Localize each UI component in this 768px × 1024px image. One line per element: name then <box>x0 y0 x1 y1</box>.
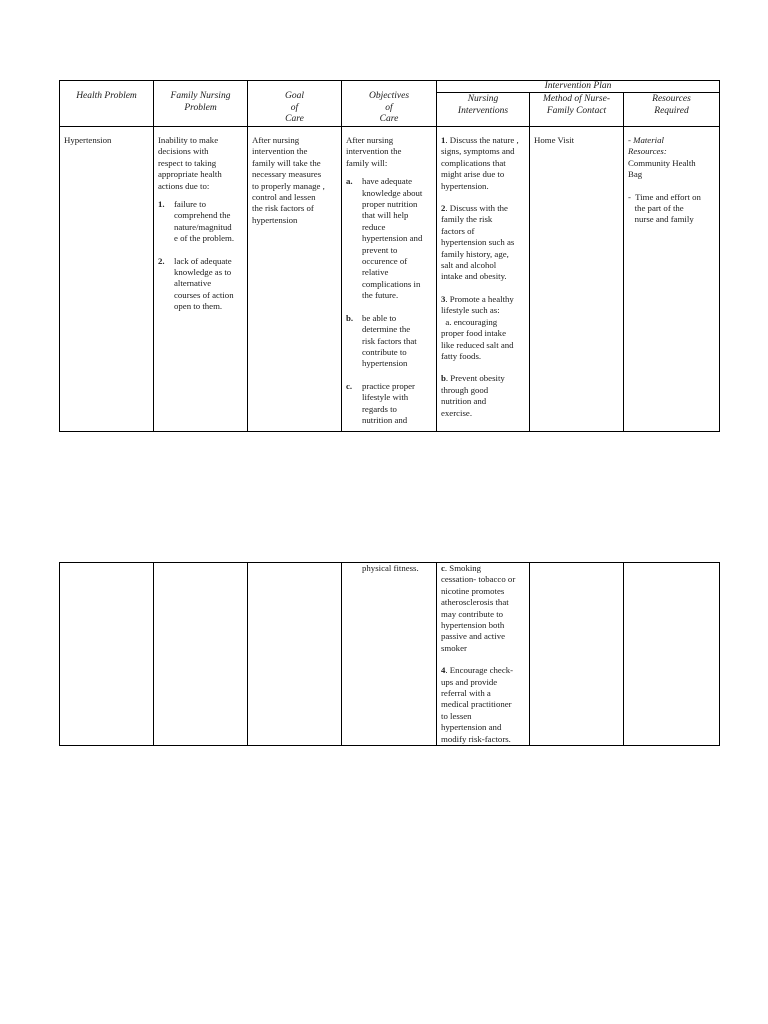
cell-health-problem: Hypertension <box>60 127 154 432</box>
cell-objectives-cont: physical fitness. <box>342 563 437 746</box>
cell-resources-required-cont <box>624 563 720 746</box>
objective-item: b. be able to determine the risk factors that contribute to hypertension <box>346 312 417 369</box>
cell-method-of-contact: Home Visit <box>530 127 624 432</box>
cell-objectives <box>342 127 437 432</box>
family-problem-item: 1. failure to comprehend the nature/magnitud e of the problem. <box>158 199 235 244</box>
header-health-problem: Health Problem <box>60 81 154 127</box>
cell-method-of-contact-cont <box>530 563 624 746</box>
intervention-item: 2. Discuss with the family the risk factors of hypertension such as family history, age, salt and alcohol intake and obesity. <box>441 203 515 282</box>
intervention-item: 4. Encourage check- ups and provide referral with a medical practitioner to lessen hypertension and modify risk-factors. <box>441 665 514 744</box>
cell-goal-of-care: After nursing intervention the family will take the necessary measures to properly manage , control and lessen the risk factors of hypertension <box>248 127 342 432</box>
care-plan-table-part-1 <box>59 80 720 432</box>
header-nursing-interventions: Nursing Interventions <box>437 93 530 127</box>
cell-health-problem-cont <box>60 563 154 746</box>
family-problem-item: 2. lack of adequate knowledge as to alternative courses of action open to them. <box>158 255 234 312</box>
objective-item: a. have adequate knowledge about proper nutrition that will help reduce hypertension and prevent to occurence of relative complications in the future. <box>346 176 423 301</box>
cell-nursing-interventions <box>437 127 530 432</box>
cell-resources-required: - Material Resources: Community Health Bag - Time and effort on the part of the nurse and family <box>624 127 720 432</box>
objectives-intro: After nursing intervention the family will: <box>346 135 402 168</box>
intervention-item: 1. Discuss the nature , signs, symptoms and complications that might arise due to hypertension. <box>441 135 519 191</box>
intervention-item: c. Smoking cessation- tobacco or nicotine promotes atherosclerosis that may contribute to hypertension both passive and active smoker <box>441 563 516 653</box>
cell-nursing-interventions-cont <box>437 563 530 746</box>
cell-family-nursing-problem <box>154 127 248 432</box>
header-method-of-contact: Method of Nurse- Family Contact <box>530 93 624 127</box>
header-resources-required: Resources Required <box>624 93 720 127</box>
cell-family-nursing-problem-cont <box>154 563 248 746</box>
header-intervention-plan: Intervention Plan <box>437 81 720 93</box>
header-family-nursing-problem: Family Nursing Problem <box>154 81 248 127</box>
care-plan-table-part-2 <box>59 562 720 746</box>
header-objectives-of-care: Objectives of Care <box>342 81 437 127</box>
intervention-item: b. Prevent obesity through good nutrition and exercise. <box>441 373 505 418</box>
intervention-item: 3. Promote a healthy lifestyle such as: a. encouraging proper food intake like reduced salt and fatty foods. <box>441 293 514 361</box>
cell-goal-of-care-cont <box>248 563 342 746</box>
family-problem-intro: Inability to make decisions with respect to taking appropriate health actions due to: <box>158 135 222 191</box>
objective-item: c. practice proper lifestyle with regards to nutrition and <box>346 380 415 425</box>
header-goal-of-care: Goal of Care <box>248 81 342 127</box>
